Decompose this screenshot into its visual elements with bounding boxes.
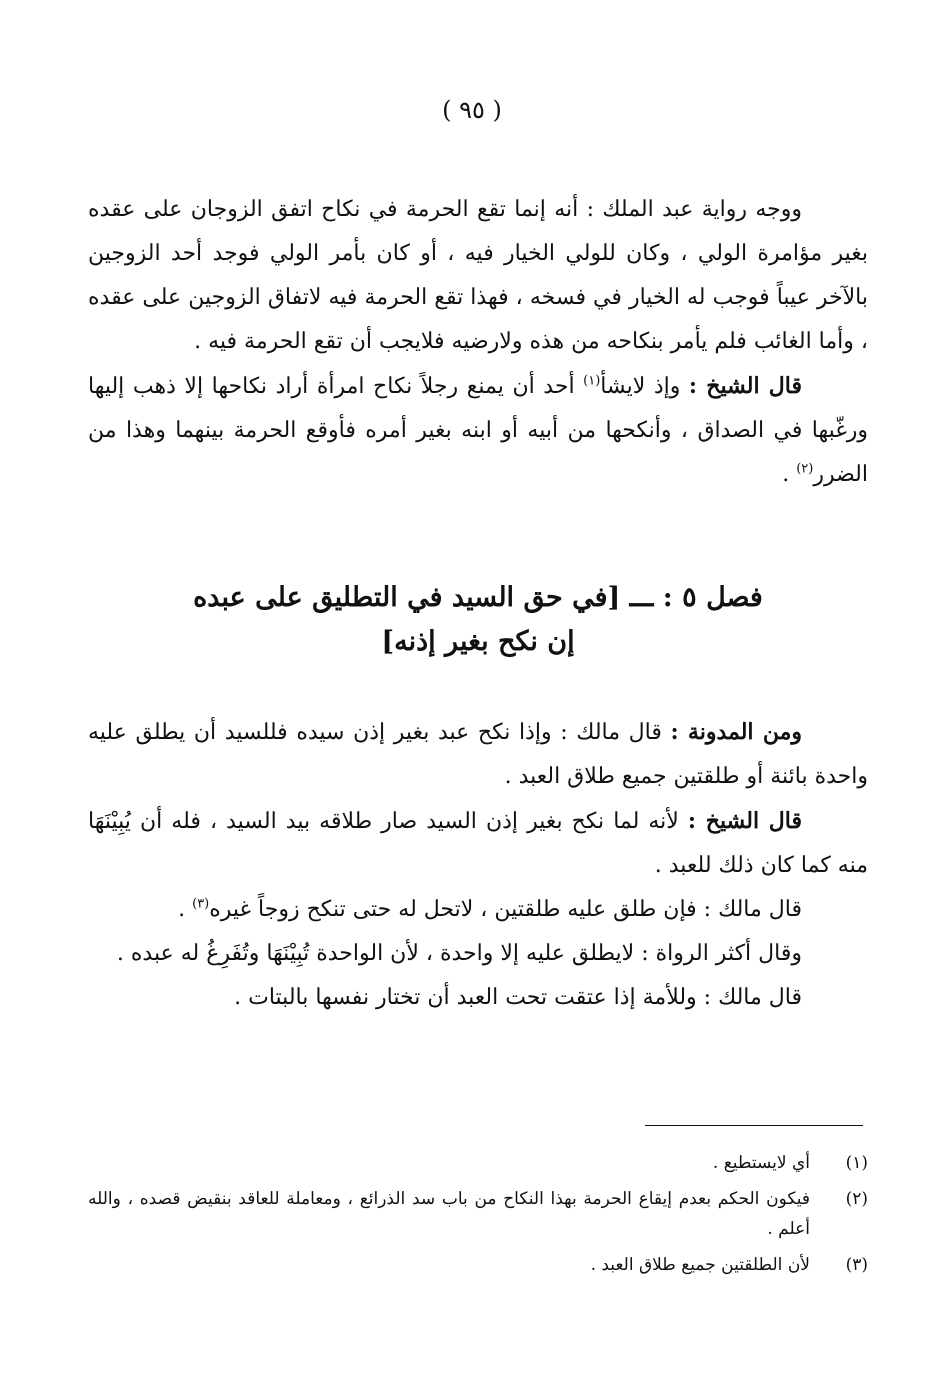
chapter-heading — [88, 576, 868, 664]
footnote-divider — [645, 1125, 863, 1126]
paragraph-7: قال مالك : وللأمة إذا عتقت تحت العبد أن تختار نفسها بالبتات . — [234, 985, 802, 1010]
chapter-heading-line-1: فصل ٥ : ـــ [في حق السيد في التطليق على عبده — [193, 582, 763, 613]
paragraph-6: وقال أكثر الرواة : لايطلق عليه إلا واحدة ، لأن الواحدة تُبِيْنَهَا وتُفَرِغُ له عبده . — [116, 941, 802, 966]
paragraph-2 — [88, 364, 868, 497]
paragraph-4-text: لأنه لما نكح بغير إذن السيد صار طلاقه بيد السيد ، فله أن يُبِيْنَهَا منه كما كان ذلك للعبد . — [88, 809, 868, 878]
footnote-2-number: (٢) — [845, 1189, 868, 1209]
section-one — [88, 188, 868, 497]
paragraph-2-text-b: أحد أن يمنع رجلاً نكاح امرأة أراد نكاحها إلا ذهب إليها ورغّبها في الصداق ، وأنكحها من أبيه أو ابنه بغير أمره فأوقع الحرمة بينهما وهذا من الضرر — [88, 374, 868, 487]
footnote-3 — [88, 1250, 868, 1280]
paragraph-2-text-end: . — [782, 462, 797, 487]
paragraph-5-text: قال مالك : فإن طلق عليه طلقتين ، لاتحل له حتى تنكح زوجاً غيره — [209, 897, 802, 922]
paragraph-1: ووجه رواية عبد الملك : أنه إنما تقع الحرمة في نكاح اتفق الزوجان على عقده بغير مؤامرة الولي ، وكان للولي الخيار فيه ، أو كان بأمر الولي فوجد أحد الزوجين بالآخر عيباً فوجب له الخيار في فسخه ، فهذا تقع الحرمة فيه لاتفاق الزوجين على عقده ، وأما الغائب فلم يأمر بنكاحه من هذه ولارضيه فلايجب أن تقع الحرمة فيه . — [88, 197, 868, 354]
paragraph-3-lead: ومن المدونة : — [670, 719, 802, 745]
footnote-ref-2: (٢) — [796, 461, 814, 477]
section-two — [88, 710, 868, 1020]
footnote-3-text: لأن الطلقتين جميع طلاق العبد . — [590, 1255, 810, 1275]
footnote-3-number: (٣) — [845, 1255, 868, 1275]
footnote-ref-1: (١) — [583, 373, 601, 389]
footnote-ref-3: (٣) — [192, 896, 210, 912]
chapter-heading-line-2: إن نكح بغير إذنه] — [381, 626, 575, 657]
paragraph-5 — [88, 888, 868, 932]
footnote-1-number: (١) — [845, 1153, 868, 1173]
paragraph-4 — [88, 799, 868, 888]
paragraph-3-text: قال مالك : وإذا نكح عبد بغير إذن سيده فللسيد أن يطلق عليه واحدة بائنة أو طلقتين جميع طلاق العبد . — [88, 720, 868, 789]
paragraph-2-text-a: وإذ لايشأ — [600, 374, 689, 399]
footnote-2-text: فيكون الحكم بعدم إيقاع الحرمة بهذا النكاح من باب سد الذرائع ، ومعاملة للعاقد بنقيض قصده ، والله أعلم . — [88, 1189, 810, 1239]
paragraph-4-lead: قال الشيخ : — [687, 808, 802, 834]
footnotes — [88, 1148, 868, 1286]
paragraph-5-end: . — [178, 897, 193, 922]
page-number: ( ٩٥ ) — [442, 96, 502, 124]
paragraph-3 — [88, 710, 868, 799]
paragraph-2-lead: قال الشيخ : — [688, 373, 802, 399]
footnote-2 — [88, 1184, 868, 1244]
footnote-1 — [88, 1148, 868, 1178]
footnote-1-text: أي لايستطيع . — [712, 1153, 810, 1173]
